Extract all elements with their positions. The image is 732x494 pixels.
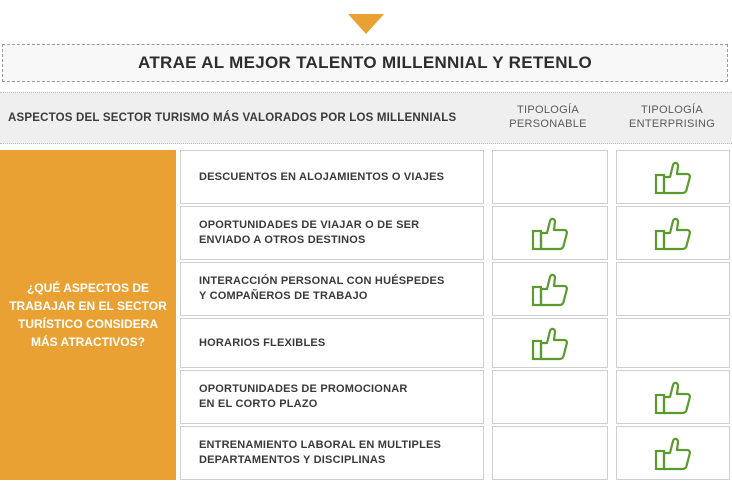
title-banner <box>2 44 728 82</box>
cell-personable <box>492 262 608 316</box>
cell-enterprising <box>616 206 730 260</box>
aspect-cell <box>180 150 484 204</box>
aspect-label: EN EL CORTO PLAZO <box>199 398 318 410</box>
aspect-cell <box>180 318 484 368</box>
cell-enterprising <box>616 262 730 316</box>
cell-enterprising <box>616 370 730 424</box>
question-panel <box>0 150 176 480</box>
aspect-label: INTERACCIÓN PERSONAL CON HUÉSPEDES <box>199 275 445 287</box>
thumbs-up-icon <box>530 213 570 253</box>
page-title: ATRAE AL MEJOR TALENTO MILLENNIAL Y RETENLO <box>138 53 592 72</box>
aspect-label: OPORTUNIDADES DE PROMOCIONAR <box>199 383 408 395</box>
cell-personable <box>492 426 608 480</box>
aspect-label: ENTRENAMIENTO LABORAL EN MULTIPLES <box>199 439 442 451</box>
thumbs-up-icon <box>653 433 693 473</box>
thumbs-up-icon <box>653 377 693 417</box>
cell-enterprising <box>616 426 730 480</box>
column-header-enterprising: TIPOLOGÍA ENTERPRISING <box>628 104 716 130</box>
aspect-label: ENVIADO A OTROS DESTINOS <box>199 234 366 246</box>
cell-personable <box>492 318 608 368</box>
aspects-column-header: ASPECTOS DEL SECTOR TURISMO MÁS VALORADOS POR LOS MILLENNIALS <box>8 112 457 124</box>
thumbs-up-icon <box>653 213 693 253</box>
aspect-cell <box>180 370 484 424</box>
cell-personable <box>492 206 608 260</box>
aspect-label: Y COMPAÑEROS DE TRABAJO <box>199 290 368 302</box>
column-header-personable: TIPOLOGÍA PERSONABLE <box>509 104 587 130</box>
cell-personable <box>492 150 608 204</box>
aspect-cell <box>180 426 484 480</box>
cell-enterprising <box>616 318 730 368</box>
aspect-cell <box>180 206 484 260</box>
down-arrow-icon <box>348 14 384 34</box>
thumbs-up-icon <box>653 157 693 197</box>
cell-enterprising <box>616 150 730 204</box>
thumbs-up-icon <box>530 323 570 363</box>
cell-personable <box>492 370 608 424</box>
aspect-cell <box>180 262 484 316</box>
question-text: ¿QUÉ ASPECTOS DE TRABAJAR EN EL SECTOR TURÍSTICO CONSIDERA MÁS ATRACTIVOS? <box>9 281 167 349</box>
aspect-label: OPORTUNIDADES DE VIAJAR O DE SER <box>199 219 420 231</box>
aspect-label: DESCUENTOS EN ALOJAMIENTOS O VIAJES <box>199 170 445 183</box>
aspect-label: DEPARTAMENTOS Y DISCIPLINAS <box>199 454 386 466</box>
aspect-label: HORARIOS FLEXIBLES <box>199 336 326 349</box>
thumbs-up-icon <box>530 269 570 309</box>
